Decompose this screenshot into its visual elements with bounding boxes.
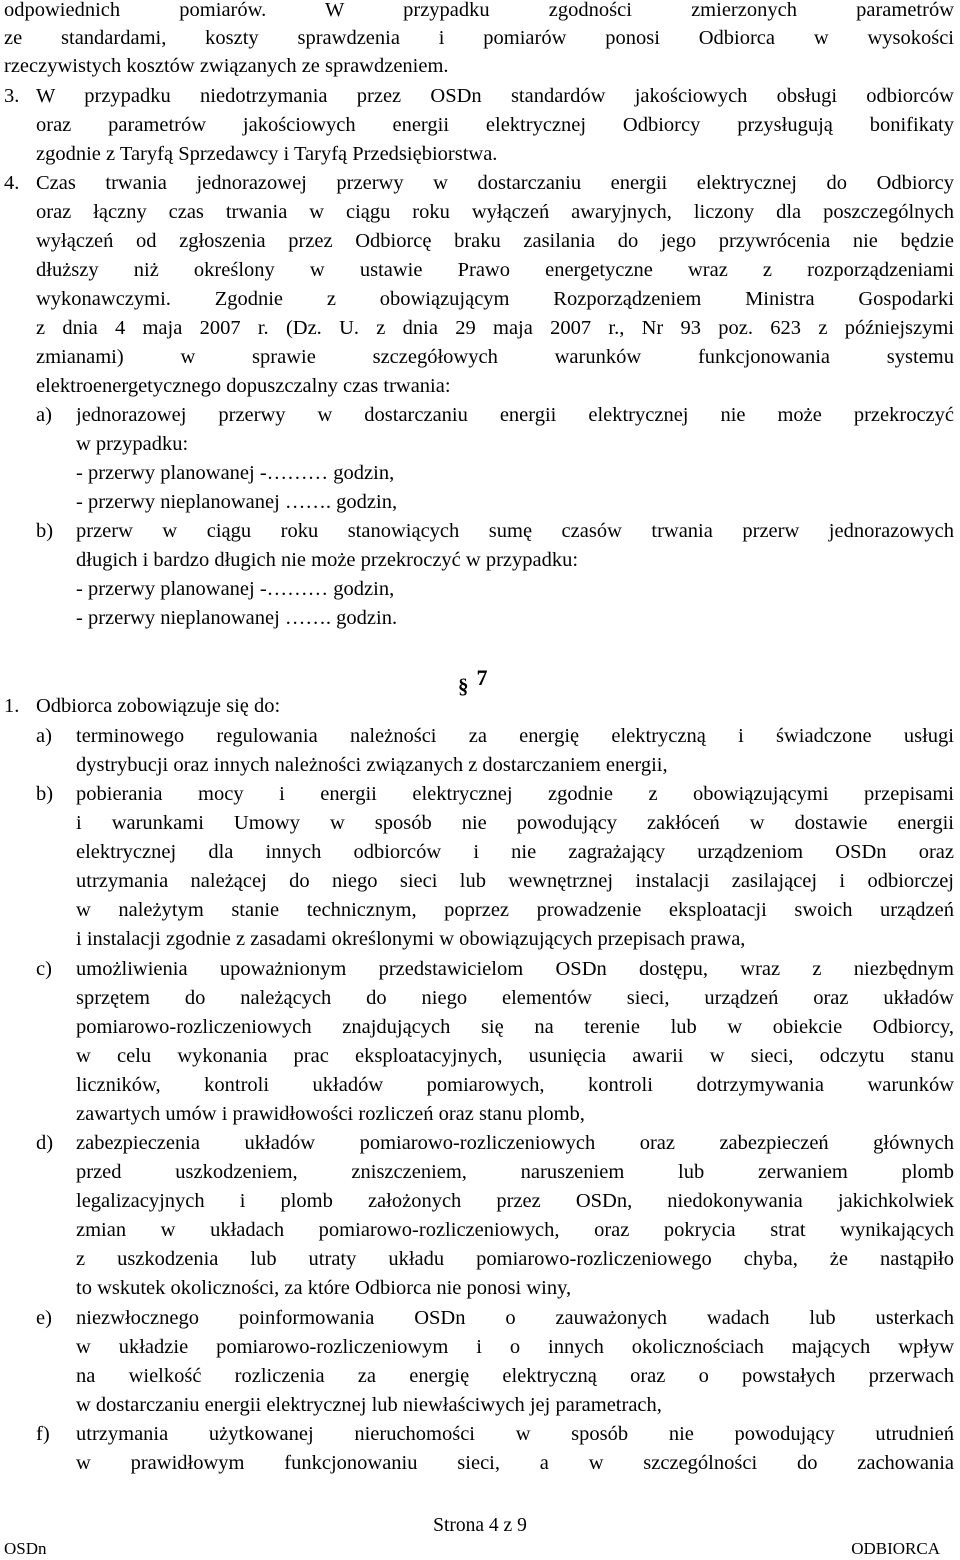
section-heading: [458, 660, 488, 696]
text-line: przed uszkodzeniem, zniszczeniem, naruszeniem lub zerwaniem plomb: [76, 1161, 954, 1183]
text-line: z uszkodzenia lub utraty układu pomiarowo-rozliczeniowego chyba, że nastąpiło: [76, 1248, 954, 1270]
list-marker: b): [36, 520, 54, 542]
text-line: ze standardami, koszty sprawdzenia i pomiarów ponosi Odbiorca w wysokości: [4, 27, 954, 49]
section-number: 7: [476, 665, 488, 690]
text-line: to wskutek okoliczności, za które Odbiorca nie ponosi winy,: [76, 1277, 572, 1299]
text-line: liczników, kontroli układów pomiarowych, kontroli dotrzymywania warunków: [76, 1074, 954, 1096]
text-line: rzeczywistych kosztów związanych ze sprawdzeniem.: [4, 55, 449, 77]
text-line: - przerwy nieplanowanej ……. godzin.: [76, 607, 398, 629]
text-line: wykonawczymi. Zgodnie z obowiązującym Rozporządzeniem Ministra Gospodarki: [36, 288, 954, 310]
text-line: Odbiorca zobowiązuje się do:: [36, 695, 281, 717]
text-line: zmian w układach pomiarowo-rozliczeniowych, oraz pokrycia strat wynikających: [76, 1219, 954, 1241]
list-marker: b): [36, 783, 54, 805]
text-line: terminowego regulowania należności za energię elektryczną i świadczone usługi: [76, 725, 954, 747]
text-line: oraz parametrów jakościowych energii elektrycznej Odbiorcy przysługują bonifikaty: [36, 114, 954, 136]
text-line: elektrycznej dla innych odbiorców i nie zagrażający urządzeniom OSDn oraz: [76, 841, 954, 863]
footer-right-label: ODBIORCA: [851, 1539, 940, 1558]
text-line: z dnia 4 maja 2007 r. (Dz. U. z dnia 29 maja 2007 r., Nr 93 poz. 623 z późniejszymi: [36, 317, 954, 339]
text-line: legalizacyjnych i plomb założonych przez OSDn, niedokonywania jakichkolwiek: [76, 1190, 954, 1212]
text-line: i warunkami Umowy w sposób nie powodujący zakłóceń w dostawie energii: [76, 812, 954, 834]
text-line: na wielkość rozliczenia za energię elektryczną oraz o powstałych przerwach: [76, 1365, 954, 1387]
list-marker: a): [36, 725, 52, 747]
text-line: zabezpieczenia układów pomiarowo-rozliczeniowych oraz zabezpieczeń głównych: [76, 1132, 954, 1154]
list-marker: 3.: [4, 85, 20, 107]
text-line: w prawidłowym funkcjonowaniu sieci, a w szczególności do zachowania: [76, 1452, 954, 1474]
footer-left-label: OSDn: [4, 1539, 47, 1558]
text-line: umożliwienia upoważnionym przedstawicielom OSDn dostępu, wraz z niezbędnym: [76, 958, 954, 980]
text-line: zmianami) w sprawie szczegółowych warunków funkcjonowania systemu: [36, 346, 954, 368]
list-marker: c): [36, 958, 52, 980]
text-line: - przerwy planowanej -……… godzin,: [76, 578, 395, 600]
text-line: w należytym stanie technicznym, poprzez prowadzenie eksploatacji swoich urządzeń: [76, 899, 954, 921]
list-marker: 1.: [4, 695, 20, 717]
text-line: zgodnie z Taryfą Sprzedawcy i Taryfą Przedsiębiorstwa.: [36, 143, 498, 165]
text-line: wyłączeń od zgłoszenia przez Odbiorcę braku zasilania do jego przywrócenia nie będzie: [36, 230, 954, 252]
text-line: i instalacji zgodnie z zasadami określonymi w obowiązujących przepisach prawa,: [76, 928, 746, 950]
text-line: dystrybucji oraz innych należności związanych z dostarczaniem energii,: [76, 754, 668, 776]
text-line: niezwłocznego poinformowania OSDn o zauważonych wadach lub usterkach: [76, 1307, 954, 1329]
text-line: odpowiednich pomiarów. W przypadku zgodności zmierzonych parametrów: [4, 0, 954, 21]
text-line: w celu wykonania prac eksploatacyjnych, usunięcia awarii w sieci, odczytu stanu: [76, 1045, 954, 1067]
text-line: zawartych umów i prawidłowości rozliczeń oraz stanu plomb,: [76, 1103, 585, 1125]
list-marker: a): [36, 404, 52, 426]
text-line: w dostarczaniu energii elektrycznej lub niewłaściwych jej parametrach,: [76, 1394, 662, 1416]
text-line: W przypadku niedotrzymania przez OSDn standardów jakościowych obsługi odbiorców: [36, 85, 954, 107]
section-symbol: §: [458, 674, 469, 698]
text-line: oraz łączny czas trwania w ciągu roku wyłączeń awaryjnych, liczony dla poszczególnych: [36, 201, 954, 223]
text-line: Czas trwania jednorazowej przerwy w dostarczaniu energii elektrycznej do Odbiorcy: [36, 172, 954, 194]
text-line: przerw w ciągu roku stanowiących sumę czasów trwania przerw jednorazowych: [76, 520, 954, 542]
list-marker: 4.: [4, 172, 20, 194]
text-line: utrzymania użytkowanej nieruchomości w sposób nie powodujący utrudnień: [76, 1423, 954, 1445]
list-marker: e): [36, 1307, 52, 1329]
list-marker: f): [36, 1423, 50, 1445]
text-line: utrzymania należącej do niego sieci lub wewnętrznej instalacji zasilającej i odbiorczej: [76, 870, 954, 892]
list-marker: d): [36, 1132, 54, 1154]
text-line: pomiarowo-rozliczeniowych znajdujących się na terenie lub w obiekcie Odbiorcy,: [76, 1016, 954, 1038]
text-line: sprzętem do należących do niego elementów sieci, urządzeń oraz układów: [76, 987, 954, 1009]
text-line: - przerwy nieplanowanej ……. godzin,: [76, 491, 398, 513]
text-line: długich i bardzo długich nie może przekroczyć w przypadku:: [76, 549, 579, 571]
text-line: w układzie pomiarowo-rozliczeniowym i o innych okolicznościach mających wpływ: [76, 1336, 954, 1358]
text-line: pobierania mocy i energii elektrycznej zgodnie z obowiązującymi przepisami: [76, 783, 954, 805]
text-line: dłuższy niż określony w ustawie Prawo energetyczne wraz z rozporządzeniami: [36, 259, 954, 281]
text-line: - przerwy planowanej -……… godzin,: [76, 462, 395, 484]
text-line: elektroenergetycznego dopuszczalny czas trwania:: [36, 375, 451, 397]
text-line: jednorazowej przerwy w dostarczaniu energii elektrycznej nie może przekroczyć: [76, 404, 954, 426]
text-line: w przypadku:: [76, 433, 189, 455]
page-number: Strona 4 z 9: [433, 1515, 527, 1536]
